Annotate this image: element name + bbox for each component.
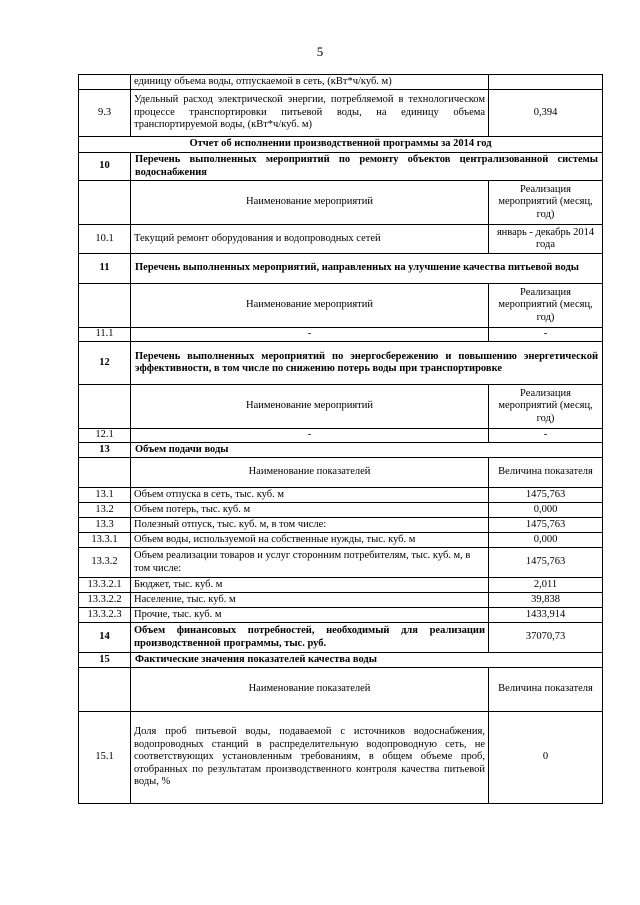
header-value: Реализация мероприятий (месяц, год)	[489, 385, 603, 429]
header-value: Величина показателя	[489, 668, 603, 712]
row-description: Текущий ремонт оборудования и водопроводных сетей	[131, 225, 489, 254]
header-value: Величина показателя	[489, 458, 603, 488]
header-empty-cell	[79, 668, 131, 712]
table-row	[79, 593, 603, 608]
row-number: 12.1	[79, 429, 131, 443]
row-number: 10.1	[79, 225, 131, 254]
table-row	[79, 429, 603, 443]
table-row	[79, 608, 603, 623]
header-name: Наименование мероприятий	[131, 385, 489, 429]
row-value: 0,394	[489, 90, 603, 137]
section-title: Перечень выполненных мероприятий по ремонту объектов централизованной системы водоснабжения	[131, 153, 603, 181]
row-number: 13.3.2.3	[79, 608, 131, 623]
row-description: Прочие, тыс. куб. м	[131, 608, 489, 623]
section-number: 10	[79, 153, 131, 181]
row-value: 1475,763	[489, 488, 603, 503]
table-row	[79, 503, 603, 518]
row-number: 13.3.2	[79, 548, 131, 578]
section-title: Перечень выполненных мероприятий, направленных на улучшение качества питьевой воды	[131, 254, 603, 284]
row-value: 1433,914	[489, 608, 603, 623]
section-title: Объем подачи воды	[131, 443, 603, 458]
row-description: Объем реализации товаров и услуг сторонним потребителям, тыс. куб. м, в том числе:	[131, 548, 489, 578]
section-number: 12	[79, 342, 131, 385]
row-value: 0,000	[489, 533, 603, 548]
table-row	[79, 578, 603, 593]
row-value: 39,838	[489, 593, 603, 608]
section-row	[79, 153, 603, 181]
section-row	[79, 254, 603, 284]
row-description: Полезный отпуск, тыс. куб. м, в том числе:	[131, 518, 489, 533]
row-value: -	[489, 328, 603, 342]
table-header-row	[79, 668, 603, 712]
program-report-table	[78, 74, 603, 804]
report-title-row	[79, 137, 603, 153]
row-number: 13.1	[79, 488, 131, 503]
row-number: 15.1	[79, 712, 131, 804]
table-header-row	[79, 181, 603, 225]
row-description: Бюджет, тыс. куб. м	[131, 578, 489, 593]
table-row	[79, 518, 603, 533]
row-number: 13.3.1	[79, 533, 131, 548]
table-row	[79, 75, 603, 90]
row-description: Объем отпуска в сеть, тыс. куб. м	[131, 488, 489, 503]
header-empty-cell	[79, 284, 131, 328]
report-title: Отчет об исполнении производственной программы за 2014 год	[79, 137, 603, 153]
table-header-row	[79, 284, 603, 328]
header-name: Наименование мероприятий	[131, 284, 489, 328]
row-value: 1475,763	[489, 548, 603, 578]
table-header-row	[79, 458, 603, 488]
section-number: 11	[79, 254, 131, 284]
section-value: 37070,73	[489, 623, 603, 653]
header-value: Реализация мероприятий (месяц, год)	[489, 181, 603, 225]
row-description: Объем воды, используемой на собственные нужды, тыс. куб. м	[131, 533, 489, 548]
table-row	[79, 488, 603, 503]
table-row	[79, 712, 603, 804]
header-empty-cell	[79, 385, 131, 429]
section-row	[79, 443, 603, 458]
header-name: Наименование показателей	[131, 458, 489, 488]
row-description: -	[131, 328, 489, 342]
section-row	[79, 653, 603, 668]
table-row	[79, 225, 603, 254]
header-empty-cell	[79, 181, 131, 225]
row-number: 11.1	[79, 328, 131, 342]
table-row	[79, 328, 603, 342]
row-number	[79, 75, 131, 90]
row-value: 0	[489, 712, 603, 804]
section-title: Фактические значения показателей качества воды	[131, 653, 603, 668]
header-name: Наименование показателей	[131, 668, 489, 712]
row-number: 13.2	[79, 503, 131, 518]
table-row	[79, 90, 603, 137]
row-description: Объем потерь, тыс. куб. м	[131, 503, 489, 518]
header-empty-cell	[79, 458, 131, 488]
section-number: 14	[79, 623, 131, 653]
section-row	[79, 623, 603, 653]
row-description: единицу объема воды, отпускаемой в сеть, (кВт*ч/куб. м)	[131, 75, 489, 90]
page-number: 5	[316, 44, 324, 59]
table-row	[79, 548, 603, 578]
row-value: 2,011	[489, 578, 603, 593]
section-number: 15	[79, 653, 131, 668]
row-description: Удельный расход электрической энергии, потребляемой в технологическом процессе транспортировки питьевой воды, на единицу объема транспортируемой воды, (кВт*ч/куб. м)	[131, 90, 489, 137]
row-description: -	[131, 429, 489, 443]
section-title: Перечень выполненных мероприятий по энергосбережению и повышению энергетической эффективности, в том числе по снижению потерь воды при транспортировке	[131, 342, 603, 385]
table-row	[79, 533, 603, 548]
row-value	[489, 75, 603, 90]
row-number: 13.3.2.1	[79, 578, 131, 593]
row-number: 13.3.2.2	[79, 593, 131, 608]
row-number: 13.3	[79, 518, 131, 533]
section-row	[79, 342, 603, 385]
row-value: 1475,763	[489, 518, 603, 533]
row-description: Население, тыс. куб. м	[131, 593, 489, 608]
row-value: январь - декабрь 2014 года	[489, 225, 603, 254]
row-value: -	[489, 429, 603, 443]
table-header-row	[79, 385, 603, 429]
section-number: 13	[79, 443, 131, 458]
section-title: Объем финансовых потребностей, необходимый для реализации производственной программы, тыс. руб.	[131, 623, 489, 653]
row-value: 0,000	[489, 503, 603, 518]
header-value: Реализация мероприятий (месяц, год)	[489, 284, 603, 328]
header-name: Наименование мероприятий	[131, 181, 489, 225]
row-number: 9.3	[79, 90, 131, 137]
row-description: Доля проб питьевой воды, подаваемой с источников водоснабжения, водопроводных станций в распределительную водопроводную сеть, не соответствующих установленным требованиям, в общем объеме проб, отобранных по результатам производственного контроля качества питьевой воды, %	[131, 712, 489, 804]
